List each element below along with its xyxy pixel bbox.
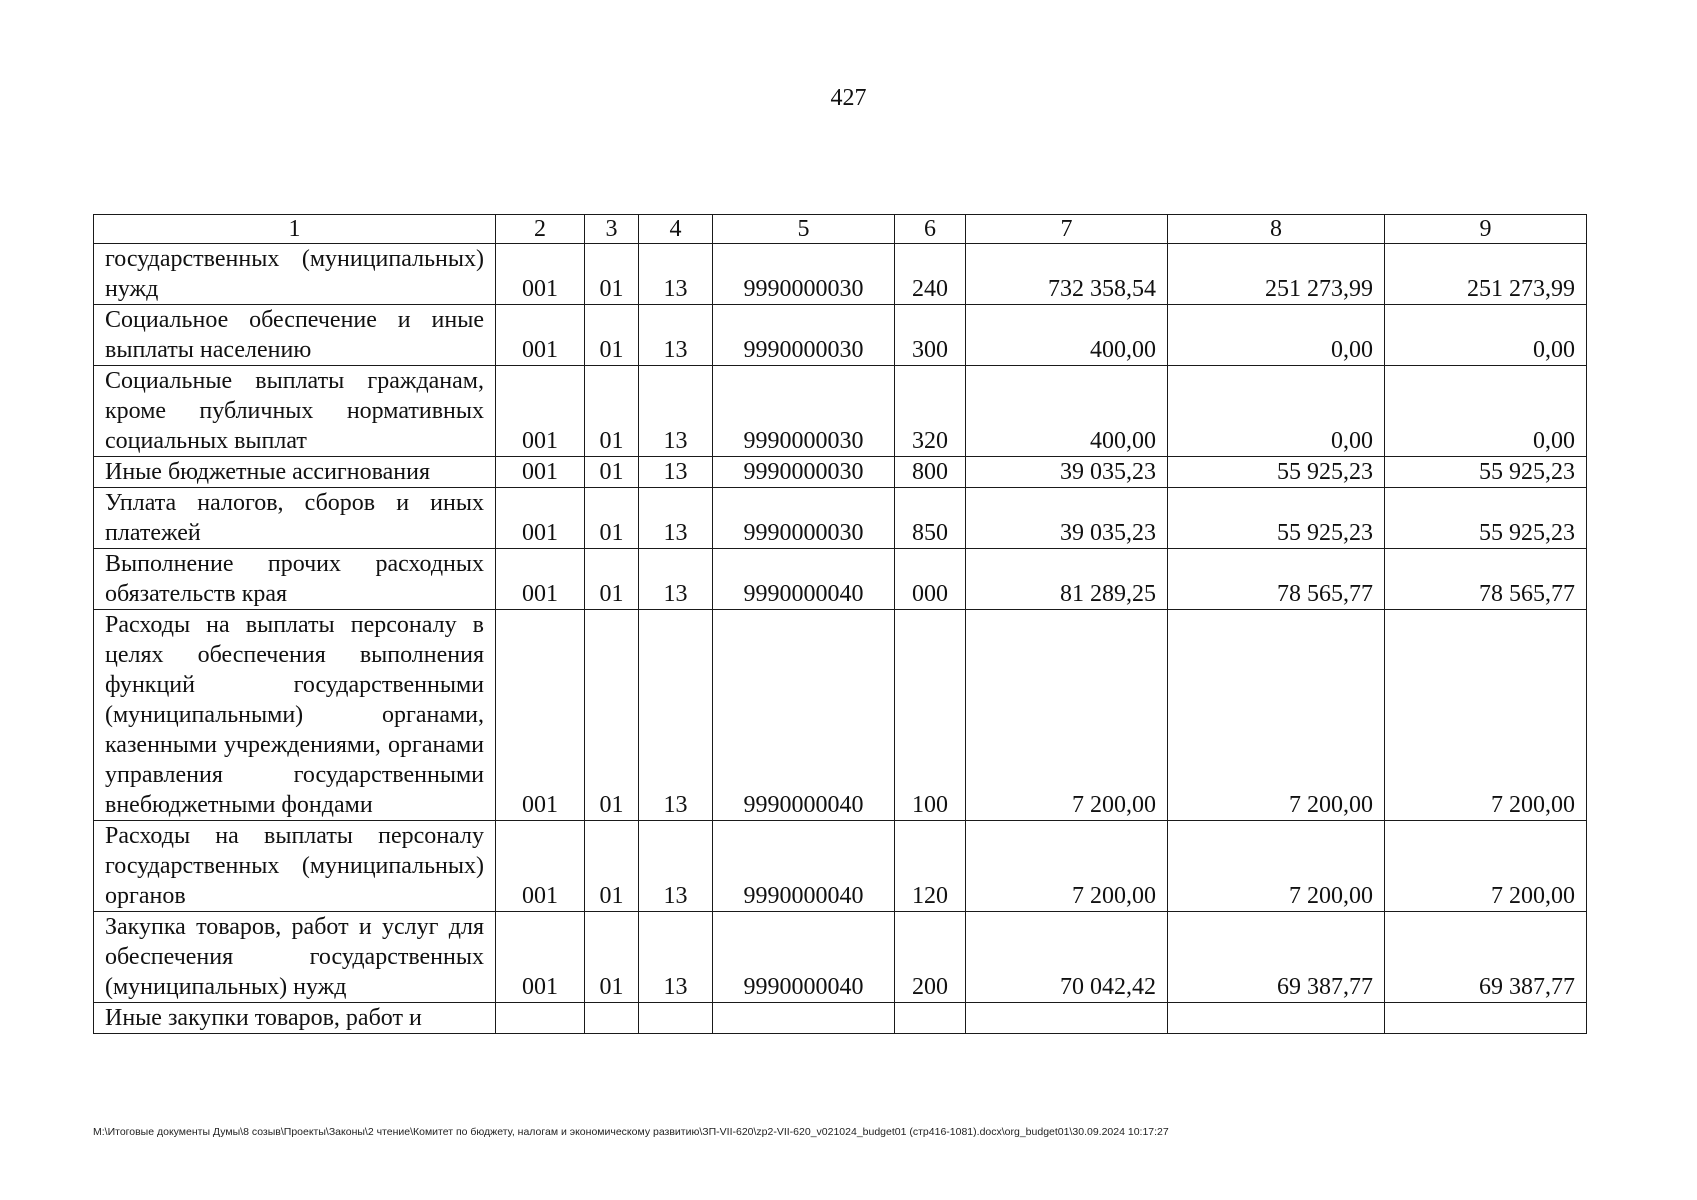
cell-col-2 xyxy=(496,1003,585,1034)
cell-col-7: 732 358,54 xyxy=(966,244,1168,305)
cell-col-4: 13 xyxy=(639,244,713,305)
cell-col-2: 001 xyxy=(496,488,585,549)
cell-col-9 xyxy=(1385,1003,1587,1034)
footer-file-path: M:\Итоговые документы Думы\8 созыв\Проекты\Законы\2 чтение\Комитет по бюджету, налогам и экономическому развитию\ЗП-VII-620\zp2-VII-620_v021024_budget01 (стр416-1081).docx\org_budget01\30.09.2024 10:17:27 xyxy=(93,1126,1169,1138)
cell-col-7: 39 035,23 xyxy=(966,488,1168,549)
cell-col-7: 39 035,23 xyxy=(966,457,1168,488)
table-row xyxy=(94,244,1587,305)
table-header xyxy=(94,215,1587,244)
cell-col-6: 100 xyxy=(895,610,966,821)
column-header-4: 4 xyxy=(639,215,713,244)
budget-table xyxy=(93,214,1587,1034)
cell-col-9: 55 925,23 xyxy=(1385,488,1587,549)
cell-col-6: 300 xyxy=(895,305,966,366)
row-description: Социальные выплаты гражданам, кроме публичных нормативных социальных выплат xyxy=(94,366,496,457)
cell-col-2: 001 xyxy=(496,457,585,488)
table-row xyxy=(94,488,1587,549)
cell-col-7: 70 042,42 xyxy=(966,912,1168,1003)
row-description: Расходы на выплаты персоналу государственных (муниципальных) органов xyxy=(94,821,496,912)
header-row xyxy=(94,215,1587,244)
table-row xyxy=(94,610,1587,821)
cell-col-6: 000 xyxy=(895,549,966,610)
cell-col-5: 9990000040 xyxy=(713,610,895,821)
cell-col-3: 01 xyxy=(585,610,639,821)
table-row xyxy=(94,1003,1587,1034)
cell-col-9: 78 565,77 xyxy=(1385,549,1587,610)
cell-col-9: 69 387,77 xyxy=(1385,912,1587,1003)
column-header-9: 9 xyxy=(1385,215,1587,244)
row-description: Выполнение прочих расходных обязательств края xyxy=(94,549,496,610)
row-description: Социальное обеспечение и иные выплаты населению xyxy=(94,305,496,366)
cell-col-5: 9990000040 xyxy=(713,549,895,610)
table-body xyxy=(94,244,1587,1034)
row-description: государственных (муниципальных) нужд xyxy=(94,244,496,305)
cell-col-3: 01 xyxy=(585,305,639,366)
cell-col-8: 78 565,77 xyxy=(1168,549,1385,610)
cell-col-8 xyxy=(1168,1003,1385,1034)
cell-col-2: 001 xyxy=(496,244,585,305)
cell-col-4: 13 xyxy=(639,305,713,366)
cell-col-8: 55 925,23 xyxy=(1168,457,1385,488)
cell-col-9: 7 200,00 xyxy=(1385,821,1587,912)
table-row xyxy=(94,366,1587,457)
cell-col-3: 01 xyxy=(585,488,639,549)
cell-col-2: 001 xyxy=(496,366,585,457)
table-row xyxy=(94,305,1587,366)
cell-col-4: 13 xyxy=(639,610,713,821)
cell-col-2: 001 xyxy=(496,549,585,610)
column-header-5: 5 xyxy=(713,215,895,244)
page-number: 427 xyxy=(830,85,867,111)
row-description: Расходы на выплаты персоналу в целях обеспечения выполнения функций государственными (муниципальными) органами, казенными учреждениями, органами управления государственными внебюджетными фондами xyxy=(94,610,496,821)
cell-col-7: 400,00 xyxy=(966,366,1168,457)
table-row xyxy=(94,912,1587,1003)
cell-col-6: 200 xyxy=(895,912,966,1003)
cell-col-6: 120 xyxy=(895,821,966,912)
cell-col-5 xyxy=(713,1003,895,1034)
cell-col-9: 7 200,00 xyxy=(1385,610,1587,821)
cell-col-5: 9990000030 xyxy=(713,457,895,488)
cell-col-2: 001 xyxy=(496,610,585,821)
cell-col-8: 7 200,00 xyxy=(1168,821,1385,912)
cell-col-3: 01 xyxy=(585,366,639,457)
cell-col-2: 001 xyxy=(496,305,585,366)
row-description: Закупка товаров, работ и услуг для обеспечения государственных (муниципальных) нужд xyxy=(94,912,496,1003)
cell-col-9: 251 273,99 xyxy=(1385,244,1587,305)
cell-col-7: 81 289,25 xyxy=(966,549,1168,610)
cell-col-6: 800 xyxy=(895,457,966,488)
cell-col-5: 9990000030 xyxy=(713,244,895,305)
cell-col-7: 7 200,00 xyxy=(966,610,1168,821)
cell-col-4: 13 xyxy=(639,488,713,549)
cell-col-8: 0,00 xyxy=(1168,366,1385,457)
cell-col-8: 55 925,23 xyxy=(1168,488,1385,549)
column-header-1: 1 xyxy=(94,215,496,244)
cell-col-4: 13 xyxy=(639,457,713,488)
cell-col-6: 240 xyxy=(895,244,966,305)
row-description: Уплата налогов, сборов и иных платежей xyxy=(94,488,496,549)
column-header-6: 6 xyxy=(895,215,966,244)
cell-col-9: 0,00 xyxy=(1385,305,1587,366)
cell-col-6: 850 xyxy=(895,488,966,549)
cell-col-5: 9990000030 xyxy=(713,488,895,549)
cell-col-3: 01 xyxy=(585,549,639,610)
cell-col-8: 69 387,77 xyxy=(1168,912,1385,1003)
cell-col-7: 7 200,00 xyxy=(966,821,1168,912)
cell-col-3: 01 xyxy=(585,821,639,912)
cell-col-3: 01 xyxy=(585,457,639,488)
column-header-2: 2 xyxy=(496,215,585,244)
cell-col-5: 9990000040 xyxy=(713,821,895,912)
cell-col-4: 13 xyxy=(639,366,713,457)
table-row xyxy=(94,821,1587,912)
cell-col-2: 001 xyxy=(496,821,585,912)
cell-col-5: 9990000030 xyxy=(713,366,895,457)
cell-col-4 xyxy=(639,1003,713,1034)
table-row xyxy=(94,457,1587,488)
cell-col-8: 7 200,00 xyxy=(1168,610,1385,821)
column-header-7: 7 xyxy=(966,215,1168,244)
cell-col-3: 01 xyxy=(585,912,639,1003)
cell-col-4: 13 xyxy=(639,821,713,912)
row-description: Иные бюджетные ассигнования xyxy=(94,457,496,488)
cell-col-6: 320 xyxy=(895,366,966,457)
cell-col-8: 251 273,99 xyxy=(1168,244,1385,305)
cell-col-4: 13 xyxy=(639,912,713,1003)
cell-col-4: 13 xyxy=(639,549,713,610)
column-header-8: 8 xyxy=(1168,215,1385,244)
row-description: Иные закупки товаров, работ и xyxy=(94,1003,496,1034)
column-header-3: 3 xyxy=(585,215,639,244)
cell-col-3: 01 xyxy=(585,244,639,305)
cell-col-5: 9990000030 xyxy=(713,305,895,366)
cell-col-7 xyxy=(966,1003,1168,1034)
table-row xyxy=(94,549,1587,610)
cell-col-2: 001 xyxy=(496,912,585,1003)
cell-col-9: 55 925,23 xyxy=(1385,457,1587,488)
cell-col-5: 9990000040 xyxy=(713,912,895,1003)
cell-col-6 xyxy=(895,1003,966,1034)
cell-col-3 xyxy=(585,1003,639,1034)
cell-col-7: 400,00 xyxy=(966,305,1168,366)
cell-col-8: 0,00 xyxy=(1168,305,1385,366)
cell-col-9: 0,00 xyxy=(1385,366,1587,457)
